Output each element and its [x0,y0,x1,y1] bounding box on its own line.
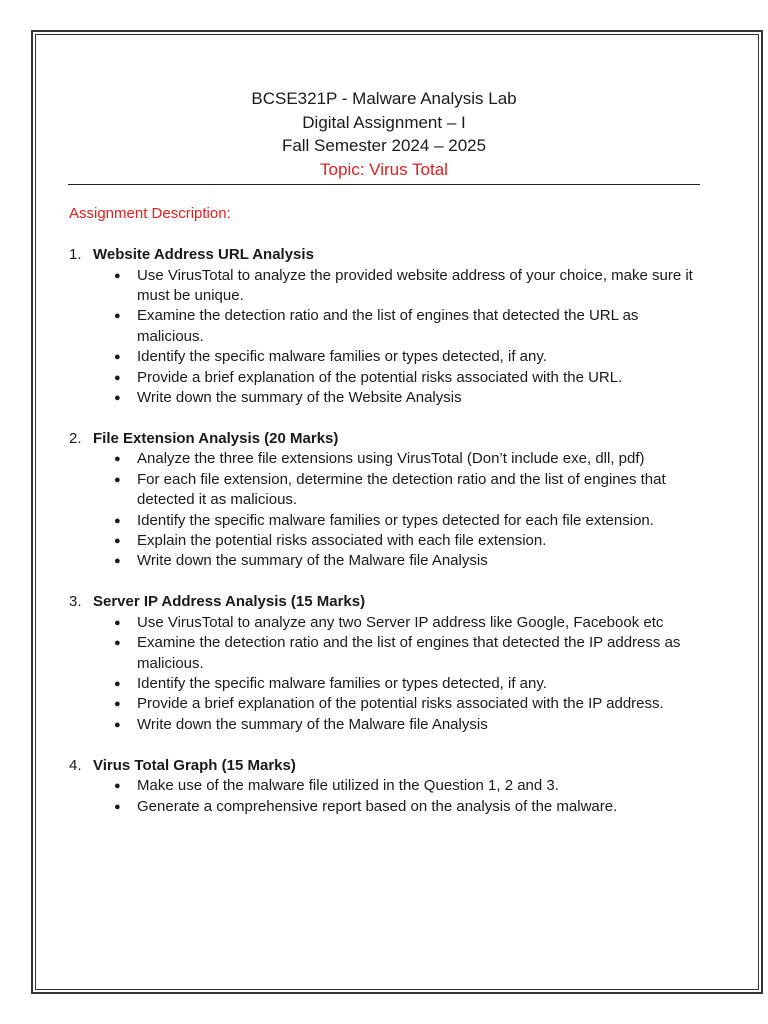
section-heading [69,429,709,450]
section-list [69,245,709,817]
section-3 [69,592,709,735]
list-item [69,266,709,307]
bullet-text: Write down the summary of the Malware file Analysis [137,715,488,733]
topic-line: Topic: Virus Total [320,159,448,179]
bullet-text: Provide a brief explanation of the potential risks associated with the IP address. [137,695,664,713]
list-item [69,306,709,347]
list-item [69,368,709,388]
list-item [69,715,709,735]
document-body [69,204,709,838]
bullet-icon: ● [114,391,121,404]
bullet-icon: ● [114,616,121,629]
bullet-text: For each file extension, determine the detection ratio and the list of engines that detected it as malicious. [137,470,666,509]
bullet-icon: ● [114,637,121,650]
section-heading [69,592,709,613]
list-item [69,694,709,714]
bullet-text: Use VirusTotal to analyze any two Server IP address like Google, Facebook etc [137,613,664,631]
bullet-icon: ● [114,453,121,466]
bullet-list [69,266,709,409]
bullet-text: Analyze the three file extensions using VirusTotal (Don’t include exe, dll, pdf) [137,450,645,468]
list-item [69,388,709,408]
list-item [69,531,709,551]
bullet-text: Provide a brief explanation of the potential risks associated with the URL. [137,368,623,386]
bullet-text: Explain the potential risks associated with each file extension. [137,531,547,549]
assignment-title: Digital Assignment – I [302,112,466,132]
bullet-icon: ● [114,514,121,527]
bullet-text: Identify the specific malware families or types detected, if any. [137,348,547,366]
section-number: 3. [69,593,82,611]
bullet-text: Examine the detection ratio and the list of engines that detected the IP address as malicious. [137,634,681,672]
semester-line: Fall Semester 2024 – 2025 [281,136,487,155]
list-item [69,633,709,674]
bullet-icon: ● [114,534,121,547]
bullet-text: Use VirusTotal to analyze the provided website address of your choice, make sure it must be unique. [137,266,693,304]
assignment-description-label: Assignment Description: [69,205,231,222]
bullet-icon: ● [114,371,121,384]
bullet-list [69,449,709,571]
list-item [69,511,709,531]
bullet-text: Identify the specific malware families or types detected for each file extension. [137,511,654,529]
section-number: 1. [69,246,82,263]
section-title: Virus Total Graph (15 Marks) [93,756,296,774]
list-item [69,551,709,571]
header-divider [68,184,700,185]
section-1 [69,245,709,408]
list-item [69,674,709,694]
bullet-icon: ● [114,800,121,813]
bullet-text: Make use of the malware file utilized in the Question 1, 2 and 3. [137,777,559,795]
list-item [69,470,709,511]
bullet-icon: ● [114,718,121,731]
section-number: 4. [69,756,82,774]
section-title: Server IP Address Analysis (15 Marks) [93,593,366,611]
document-header [68,87,700,181]
bullet-text: Generate a comprehensive report based on the analysis of the malware. [137,797,618,815]
section-title: Website Address URL Analysis [93,246,314,263]
bullet-icon: ● [114,269,121,282]
list-item [69,797,709,817]
list-item [69,347,709,367]
bullet-icon: ● [114,473,121,486]
bullet-icon: ● [114,555,121,568]
course-title: BCSE321P - Malware Analysis Lab [251,89,517,108]
section-title: File Extension Analysis (20 Marks) [93,429,339,447]
section-heading [69,756,709,777]
section-2 [69,429,709,572]
bullet-list [69,613,709,735]
bullet-icon: ● [114,678,121,690]
list-item [69,776,709,796]
bullet-text: Write down the summary of the Website Analysis [137,388,462,406]
bullet-icon: ● [114,780,121,793]
section-heading [69,245,709,266]
bullet-list [69,776,709,817]
section-number: 2. [69,429,82,447]
bullet-text: Identify the specific malware families or types detected, if any. [137,675,547,692]
bullet-text: Write down the summary of the Malware file Analysis [137,552,488,570]
bullet-icon: ● [114,698,121,711]
bullet-icon: ● [114,351,121,364]
list-item [69,613,709,633]
list-item [69,449,709,469]
bullet-text: Examine the detection ratio and the list of engines that detected the URL as malicious. [137,307,639,345]
bullet-icon: ● [114,310,121,323]
section-4 [69,756,709,817]
